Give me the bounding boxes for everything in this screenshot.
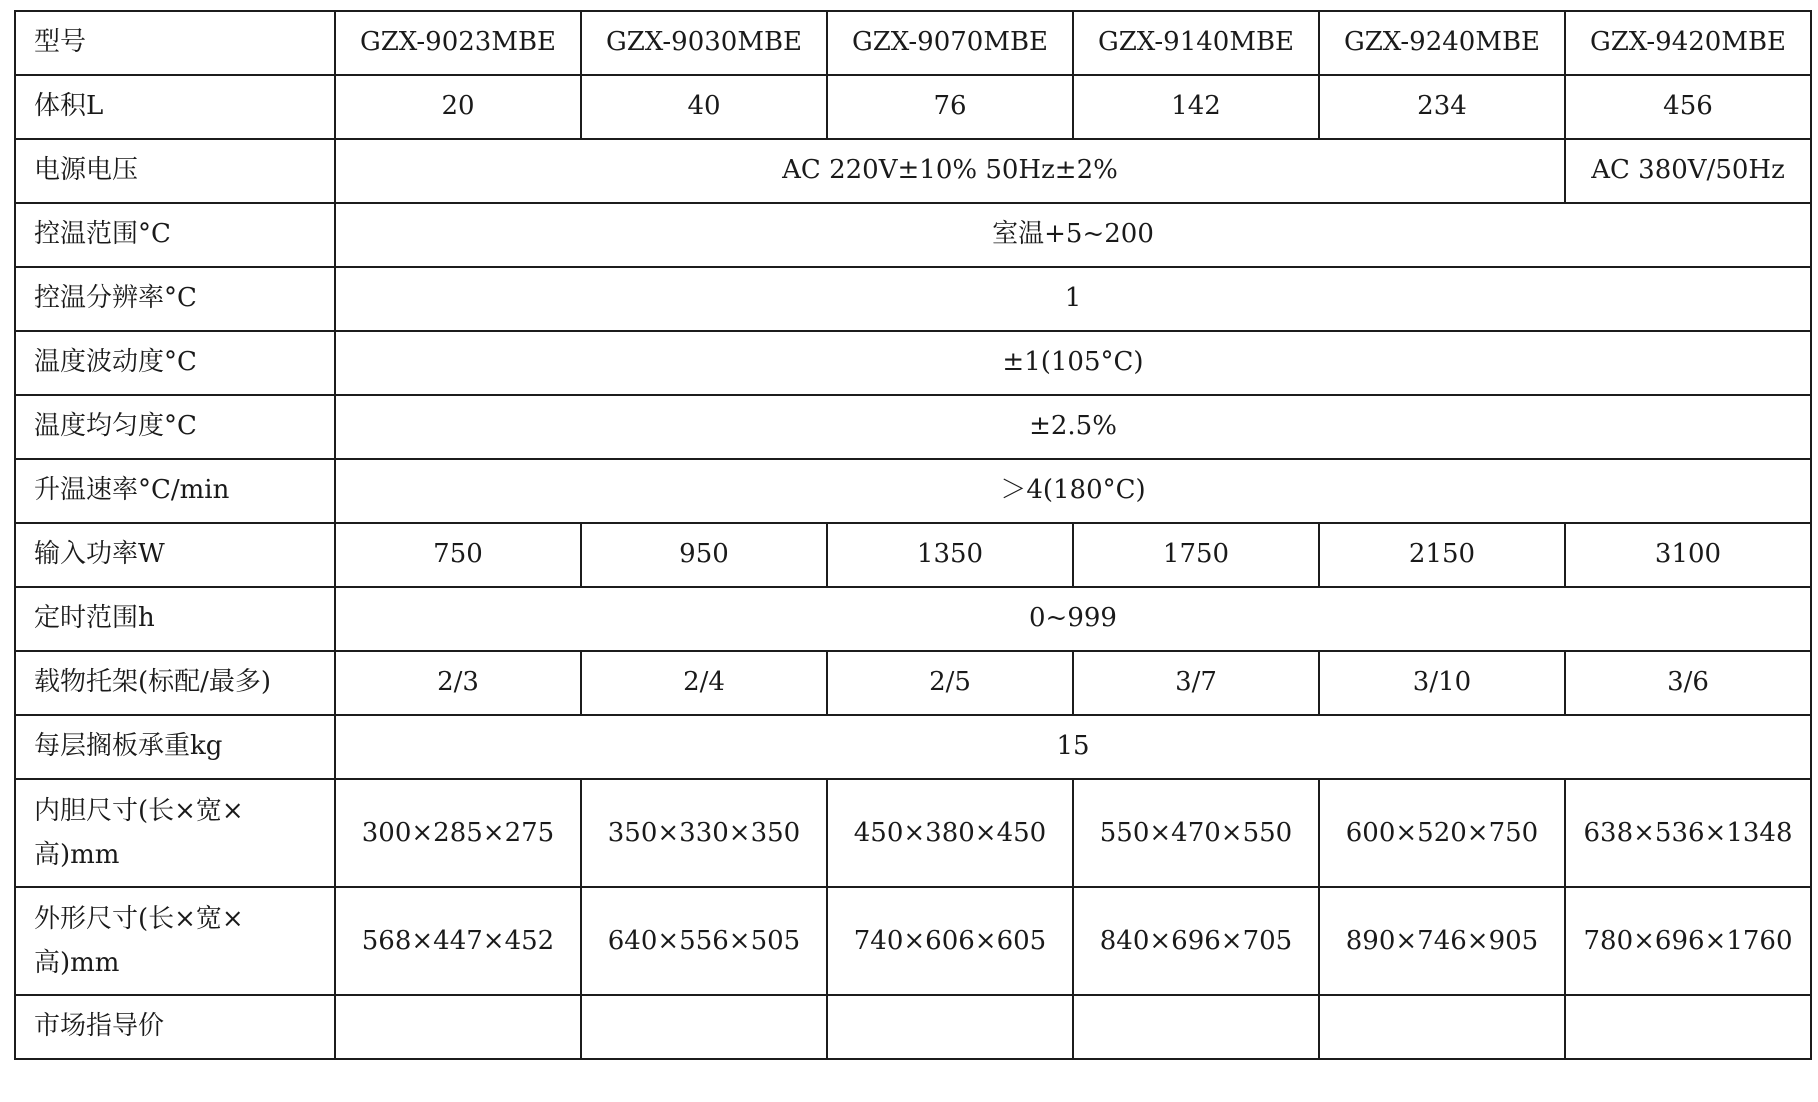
table-cell: 40	[581, 75, 827, 139]
table-cell	[1073, 995, 1319, 1059]
table-row	[15, 779, 1811, 887]
table-row	[15, 523, 1811, 587]
table-cell: 室温+5~200	[335, 203, 1811, 267]
table-row	[15, 459, 1811, 523]
table-cell: 3/6	[1565, 651, 1811, 715]
table-cell: 300×285×275	[335, 779, 581, 887]
table-row	[15, 395, 1811, 459]
table-cell: 350×330×350	[581, 779, 827, 887]
row-label: 型号	[15, 11, 335, 75]
table-cell: ＞4(180°C)	[335, 459, 1811, 523]
row-label: 载物托架(标配/最多)	[15, 651, 335, 715]
row-label: 升温速率°C/min	[15, 459, 335, 523]
table-cell: 550×470×550	[1073, 779, 1319, 887]
spec-sheet	[14, 10, 1810, 1060]
table-cell: 2/5	[827, 651, 1073, 715]
table-row	[15, 75, 1811, 139]
table-cell: 600×520×750	[1319, 779, 1565, 887]
table-cell	[1319, 995, 1565, 1059]
table-cell: 740×606×605	[827, 887, 1073, 995]
row-label: 控温范围°C	[15, 203, 335, 267]
row-label: 定时范围h	[15, 587, 335, 651]
table-cell: AC 220V±10% 50Hz±2%	[335, 139, 1565, 203]
table-cell	[335, 995, 581, 1059]
table-cell: 3/10	[1319, 651, 1565, 715]
row-label: 温度波动度°C	[15, 331, 335, 395]
table-cell	[1565, 995, 1811, 1059]
table-cell: GZX-9030MBE	[581, 11, 827, 75]
table-cell: 640×556×505	[581, 887, 827, 995]
table-cell: 750	[335, 523, 581, 587]
table-cell: 890×746×905	[1319, 887, 1565, 995]
table-row	[15, 651, 1811, 715]
table-cell: 950	[581, 523, 827, 587]
table-cell: 1750	[1073, 523, 1319, 587]
row-label: 体积L	[15, 75, 335, 139]
table-cell: 142	[1073, 75, 1319, 139]
table-cell	[581, 995, 827, 1059]
row-label: 内胆尺寸(长×宽×高)mm	[15, 779, 335, 887]
table-cell: 3100	[1565, 523, 1811, 587]
table-cell: ±1(105°C)	[335, 331, 1811, 395]
table-row	[15, 331, 1811, 395]
row-label: 外形尺寸(长×宽×高)mm	[15, 887, 335, 995]
table-cell: 1350	[827, 523, 1073, 587]
specification-table	[14, 10, 1812, 1060]
table-cell: 450×380×450	[827, 779, 1073, 887]
table-cell: GZX-9240MBE	[1319, 11, 1565, 75]
row-label: 每层搁板承重kg	[15, 715, 335, 779]
table-row	[15, 11, 1811, 75]
row-label: 市场指导价	[15, 995, 335, 1059]
table-body	[15, 11, 1811, 1059]
table-cell: 840×696×705	[1073, 887, 1319, 995]
table-cell: AC 380V/50Hz	[1565, 139, 1811, 203]
table-cell: 638×536×1348	[1565, 779, 1811, 887]
table-row	[15, 203, 1811, 267]
table-cell: 2/4	[581, 651, 827, 715]
table-cell: 0~999	[335, 587, 1811, 651]
table-cell: 568×447×452	[335, 887, 581, 995]
table-cell	[827, 995, 1073, 1059]
table-cell: 3/7	[1073, 651, 1319, 715]
table-cell: 234	[1319, 75, 1565, 139]
table-cell: GZX-9023MBE	[335, 11, 581, 75]
table-row	[15, 715, 1811, 779]
table-row	[15, 887, 1811, 995]
table-cell: 456	[1565, 75, 1811, 139]
table-row	[15, 139, 1811, 203]
table-cell: 1	[335, 267, 1811, 331]
table-row	[15, 587, 1811, 651]
row-label: 控温分辨率°C	[15, 267, 335, 331]
table-cell: GZX-9420MBE	[1565, 11, 1811, 75]
table-cell: GZX-9070MBE	[827, 11, 1073, 75]
table-cell: 780×696×1760	[1565, 887, 1811, 995]
row-label: 温度均匀度°C	[15, 395, 335, 459]
table-cell: 20	[335, 75, 581, 139]
table-row	[15, 267, 1811, 331]
row-label: 电源电压	[15, 139, 335, 203]
table-cell: 2/3	[335, 651, 581, 715]
table-cell: GZX-9140MBE	[1073, 11, 1319, 75]
row-label: 输入功率W	[15, 523, 335, 587]
table-cell: 15	[335, 715, 1811, 779]
table-row	[15, 995, 1811, 1059]
table-cell: ±2.5%	[335, 395, 1811, 459]
table-cell: 2150	[1319, 523, 1565, 587]
table-cell: 76	[827, 75, 1073, 139]
